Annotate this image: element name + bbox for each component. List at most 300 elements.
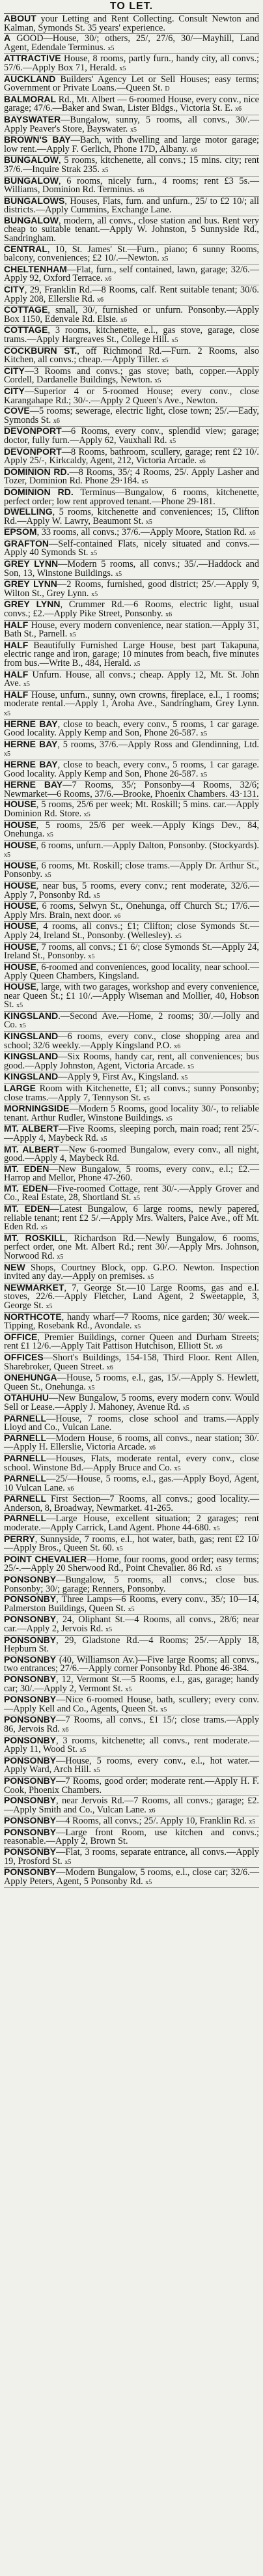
ad-tag: x5 xyxy=(40,1224,48,1232)
classified-ad xyxy=(4,347,259,367)
ad-tag: x5 xyxy=(145,518,152,526)
ad-body: —House, 7 rooms, close school and trams.—Apply Lloyd and Co., Vulcan Lane. xyxy=(4,1413,259,1433)
ad-lead: PONSONBY xyxy=(4,1714,57,1725)
classified-ad xyxy=(4,881,259,902)
ad-tag: x6 xyxy=(53,417,60,425)
classified-ad xyxy=(4,670,259,691)
classified-ad xyxy=(4,641,259,670)
ad-lead: CENTRAL xyxy=(4,243,48,254)
ad-tag: x6 xyxy=(114,912,121,920)
ad-body: —Nice 6-roomed House, bath, scullery; every conv.—Apply Kell and Co., Agents, Queen St. xyxy=(4,1695,259,1714)
classified-ad xyxy=(4,560,259,580)
classified-ad xyxy=(4,1353,259,1373)
classified-ad xyxy=(4,1234,259,1263)
ad-lead: PONSONBY xyxy=(4,1815,57,1826)
ad-body: —7 Rooms, good order; moderate rent.—Apply H. F. Cook, Phoenix Chambers. xyxy=(4,1775,259,1796)
ad-body: , Three Lamps—6 Rooms, every conv., 35/; 10—14, Palmerston Buildings, Queen St. xyxy=(4,1594,259,1614)
ad-lead: CITY xyxy=(4,385,25,396)
ad-body: —6 rooms, every conv., close shopping area and school; 32/6 weekly.—Apply Kingsland P.O. xyxy=(4,1031,259,1051)
ad-tag: x5 xyxy=(141,478,148,486)
classified-ad xyxy=(4,468,259,488)
ad-body: , modern, all convs., close station and bus. Rent very cheap to suitable tenant.—Apply W. Johnston, 5 Sunnyside Rd., Sandringham. xyxy=(4,215,259,244)
classified-ad xyxy=(4,1655,259,1675)
classified-ad xyxy=(4,1636,259,1655)
ad-body: your Letting and Rent Collecting. Consult Newton and Kalman, Symonds St. 35 years' experience. xyxy=(4,14,259,33)
classified-ad xyxy=(4,780,259,800)
ad-body: , 3 rooms, kitchenette; all convs., rent moderate.—Apply 11, Wood St. xyxy=(4,1735,259,1755)
classified-ad xyxy=(4,1165,259,1184)
classified-ad xyxy=(4,1868,259,1888)
classified-ad xyxy=(4,1414,259,1434)
ad-lead: PARNELL xyxy=(4,1412,47,1424)
ad-tag: x5 xyxy=(134,1323,141,1331)
ad-lead: MT. ALBERT xyxy=(4,1143,60,1154)
ad-lead: PERRY xyxy=(4,1533,35,1544)
ad-tag: x5 xyxy=(64,1858,72,1866)
ad-lead: CHELTENHAM xyxy=(4,263,67,274)
ad-lead: HOUSE xyxy=(4,819,36,830)
ad-lead: COTTAGE xyxy=(4,304,48,315)
ad-tag: x6 xyxy=(137,187,145,195)
classified-ad xyxy=(4,841,259,861)
classified-ad xyxy=(4,285,259,306)
ad-tag: x5 xyxy=(160,1706,167,1713)
ad-lead: HOUSE xyxy=(4,900,36,911)
ad-body: , 6 rooms, unfurn.—Apply Dalton, Ponsonby. (Stockyards). xyxy=(36,840,259,851)
ad-tag: x5 xyxy=(83,810,90,818)
classified-ad xyxy=(4,963,259,982)
classified-ad xyxy=(4,1032,259,1052)
ad-tag: x5 xyxy=(174,1465,181,1472)
ad-tag: x5 xyxy=(44,872,51,880)
ad-tag: x5 xyxy=(181,1074,188,1082)
ad-body: —8 Rooms, 35/; 4 Rooms, 25/. Apply Lasher and Tozer, Dominion Rd. Phone 29·184. xyxy=(4,466,259,487)
ad-tag: x5 xyxy=(105,1626,113,1633)
ad-tag: x6 xyxy=(62,1726,69,1734)
ad-lead: NEWMARKET xyxy=(4,1281,64,1293)
ad-body: Rd., Mt. Albert — 6-roomed House, every conv., nice garage; 47/6.—Baker and Swan, Lister Bldgs., Victoria St. E. xyxy=(4,94,259,114)
classified-ad xyxy=(4,216,259,245)
ad-lead: PARNELL xyxy=(4,1513,47,1524)
ad-lead: NEW xyxy=(4,1261,25,1272)
ad-tag: x5 xyxy=(79,1747,87,1754)
ad-body: Shops, Courtney Block, opp. G.P.O. Newton. Inspection invited any day.—Apply on premises. xyxy=(4,1262,259,1282)
ad-body: , 6 rooms, Selwyn St., Onehunga, off Church St.; 17/6.—Apply Mrs. Brain, next door. xyxy=(4,901,259,921)
ad-lead: NORTHCOTE xyxy=(4,1311,62,1322)
ad-body: —Apply 9, First Av., Kingsland. xyxy=(58,1072,179,1083)
ad-body: , close to beach, every conv., 5 rooms, 1 car garage. Good locality. Apply Kemp and Son, Phone 26-587. xyxy=(4,759,259,779)
ad-body: —Modern 5 rooms, all convs.; 35/.—Haddock and Son, 13, Winstone Buildings. xyxy=(4,559,259,579)
ad-tag: x6 xyxy=(174,1042,181,1050)
ad-tag: x6 xyxy=(249,530,256,537)
ad-tag: x5 xyxy=(249,1818,256,1826)
ad-tag: x5 xyxy=(91,590,98,598)
ad-body: , Sunnyside, 7 rooms, e.l., hot water, bath, gas; rent £2 10/—Apply Bros., Queen St. 60. xyxy=(4,1534,259,1554)
classified-ad xyxy=(4,1373,259,1394)
ad-body: , near Jervois Rd.—7 Rooms, all convs.; garage; £2.—Apply Smith and Co., Vulcan Lane. xyxy=(4,1796,259,1815)
classified-ad xyxy=(4,1124,259,1145)
ad-lead: HOUSE xyxy=(4,839,36,850)
ad-lead: MT. EDEN xyxy=(4,1163,49,1174)
ad-lead: MORNINGSIDE xyxy=(4,1103,70,1114)
ad-tag: x5 xyxy=(154,377,161,385)
ad-body: —Superior 4 or 5-roomed House; every conv., close Karangahape Rd.; 30/-.—Apply 2 Queen's Ave., Newton. xyxy=(4,386,259,406)
ad-lead: PONSONBY xyxy=(4,1694,57,1705)
ad-tag: x6 xyxy=(67,1485,74,1493)
ad-lead: EPSOM xyxy=(4,526,37,537)
ad-tag: x5 xyxy=(93,1767,100,1775)
classified-ad xyxy=(4,95,259,115)
classified-ad xyxy=(4,982,259,1012)
classified-ad xyxy=(4,1434,259,1454)
ad-body: —New Bungalow, 5 rooms, every modern conv. Would Sell or Lease.—Apply J. Mahoney, Avenue Rd. xyxy=(4,1393,259,1412)
ad-lead: PONSONBY xyxy=(4,1653,57,1665)
ad-lead: PONSONBY xyxy=(4,1574,57,1585)
ad-body: —3 Rooms and convs.; gas stove; bath, copper.—Apply Cordell, Dardanelle Buildings, Newton. xyxy=(4,365,259,386)
classified-ad xyxy=(4,306,259,326)
ad-tag: x5 xyxy=(88,953,95,961)
ad-body: —Large front Room, use kitchen and convs.; reasonable.—Apply 2, Brown St. xyxy=(4,1827,259,1847)
ad-body: —2 Rooms, furnished, good district; 25/.—Apply 9, Wilton St., Grey Lynn. xyxy=(4,579,260,599)
ad-lead: OFFICE xyxy=(4,1331,38,1342)
ad-body: —25/—House, 5 rooms, e.l., gas.—Apply Boyd, Agent, 10 Vulcan Lane. xyxy=(4,1474,259,1493)
ad-tag: x5 xyxy=(23,681,30,689)
ad-tag: x5 xyxy=(215,1566,222,1573)
ad-lead: HERNE BAY xyxy=(4,758,58,769)
ad-tag: x5 xyxy=(57,1253,64,1261)
ad-body: , 10, St. James' St.—Furn., piano; 6 sunny Rooms, balcony, conveniences; £2 10/.—Newton. xyxy=(4,244,259,264)
ad-body: —New 6-roomed Bungalow, every conv., all night, good.—Apply 4, Maybeck Rd. xyxy=(4,1144,259,1164)
ad-body: , Houses, Flats, furn. and unfurn., 25/ to £2 10/; all districts.—Apply Cummins, Exchange Lane. xyxy=(4,195,259,216)
classified-ad xyxy=(4,508,259,528)
ad-tag: x5 xyxy=(93,892,100,900)
ad-body: —6 Rooms, every conv., splendid view; garage; doctor, fully furn.—Apply 62, Vauxhall Rd. xyxy=(4,426,259,446)
ad-tag: x5 xyxy=(90,550,98,558)
ad-lead: PONSONBY xyxy=(4,1734,57,1745)
classified-ad xyxy=(4,1333,259,1353)
classified-ad xyxy=(4,1495,259,1514)
ad-tag: x5 xyxy=(147,1274,154,1281)
ad-lead: BUNGALOW xyxy=(4,175,59,186)
ad-tag: x6 xyxy=(199,458,206,466)
ad-body: , 5 rooms, kitchenette and conveniences; 15, Clifton Rd.—Apply W. Lawry, Beaumont St. xyxy=(4,507,259,526)
ad-body: , 5 rooms, 25/6 per week.—Apply Kings Dev., 84, Onehunga. xyxy=(4,820,259,840)
ad-body: —7 Rooms, 35/; Ponsonby—4 Rooms, 32/6; Newmarket—6 Rooms, 37/6.—Brooke, Phoenix Chambers. 43·131. xyxy=(4,780,260,799)
ad-tag: x5 xyxy=(115,570,122,578)
ad-body: Terminus—Bungalow, 6 rooms, kitchenette, perfect order; low rent approved tenant.—Phone 29-181. xyxy=(4,487,259,507)
ad-lead: PARNELL xyxy=(4,1452,47,1463)
ad-tag: x5 xyxy=(133,1195,140,1203)
ad-lead: HOUSE xyxy=(4,961,36,972)
ad-lead: BUNGALOW xyxy=(4,154,59,165)
ad-body: —House, 5 rooms, e.l., gas, 15/.—Apply S. Hewlett, Queen St., Onehunga. xyxy=(4,1373,259,1392)
ad-body: Builders' Agency Let or Sell Houses; easy terms; Government or Private Loans.—Queen St. xyxy=(4,74,259,94)
ad-lead: HALF xyxy=(4,668,29,680)
ad-lead: HALF xyxy=(4,689,29,700)
ad-lead: DEVONPORT xyxy=(4,446,62,457)
ad-lead: PONSONBY xyxy=(4,1795,57,1806)
ad-lead: HERNE BAY xyxy=(4,718,58,729)
ad-lead: OTAHUHU xyxy=(4,1392,49,1403)
ad-body: , small, 30/, furnished or unfurn. Ponsonby.—Apply Box 1150, Edenvale Rd. Elsie. xyxy=(4,305,259,324)
classified-ad xyxy=(4,1072,259,1084)
ad-body: .—Second Ave.—Home, 2 rooms; 30/.—Jolly and Co. xyxy=(4,1010,259,1031)
ad-lead: DOMINION RD. xyxy=(4,486,74,497)
ad-tag: x5 xyxy=(88,1384,95,1392)
classified-ad xyxy=(4,265,259,285)
ad-tag: x5 xyxy=(187,1063,195,1070)
ad-body: —Modern Bungalow, 5 rooms, e.l., close car; 32/6.—Apply Peters, Agent, 5 Ponsonby Rd. xyxy=(4,1867,259,1887)
ad-tag: x5 xyxy=(201,730,208,738)
ad-tag: x5 xyxy=(133,661,141,668)
classified-ad xyxy=(4,760,259,780)
ad-tag: x6 xyxy=(235,106,242,113)
classified-ad xyxy=(4,1555,259,1575)
classified-ad xyxy=(4,821,259,841)
ad-body: —Short's Buildings, 154-158, Third Floor. Rent Allen, Sharebroker, Queen Street. xyxy=(4,1352,259,1372)
ad-lead: CITY xyxy=(4,365,25,376)
classified-ad xyxy=(4,245,259,265)
ad-body: —New Bungalow, 5 rooms, every conv., e.l.; £2.—Harrop and Mellor, Phone 47-260. xyxy=(4,1164,260,1184)
classified-ad xyxy=(4,1313,259,1333)
ad-lead: MT. EDEN xyxy=(4,1182,48,1194)
classified-ad xyxy=(4,943,259,963)
ad-lead: PARNELL xyxy=(4,1473,47,1484)
ad-tag: x5 xyxy=(116,1545,123,1553)
ad-body: , 5 rooms, 25/6 per week; Mt. Roskill; 5 mins. car.—Apply Dominion Rd. Store. xyxy=(4,799,259,819)
section-heading: TO LET. xyxy=(4,0,259,14)
ad-lead: A xyxy=(4,33,11,44)
ad-tag: x5 xyxy=(125,1685,132,1693)
classified-ad xyxy=(4,75,259,95)
classified-ad xyxy=(4,1145,259,1165)
ad-lead: HERNE BAY xyxy=(4,779,63,790)
classified-ad xyxy=(4,115,259,136)
ad-lead: PARNELL xyxy=(4,1432,47,1443)
ad-lead: PONSONBY xyxy=(4,1614,57,1625)
classified-ad xyxy=(4,1084,259,1104)
ad-body: —Large House, excellent situation; 2 garages; rent moderate.—Apply Carrick, Land Agent. Phone 44-680. xyxy=(4,1513,259,1534)
ad-lead: BALMORAL xyxy=(4,93,57,104)
ad-body: , 29, Franklin Rd.—8 Rooms, calf. Rent suitable tenant; 30/6. Apply 208, Ellerslie Rd. xyxy=(4,285,259,304)
ad-lead: GREY LYNN xyxy=(4,599,61,610)
ad-lead: KINGSLAND xyxy=(4,1071,59,1082)
ad-lead: PONSONBY xyxy=(4,1775,57,1786)
ad-body: , 29, Gladstone Rd.—4 Rooms; 25/.—Apply 18, Hepburn St. xyxy=(4,1635,259,1655)
ad-lead: AUCKLAND xyxy=(4,73,56,84)
classified-ad xyxy=(4,1535,259,1555)
ad-lead: HOUSE xyxy=(4,880,36,891)
classified-ad xyxy=(4,1675,259,1695)
ad-body: , 7 rooms, all convs.; £1 6/; close Symonds St.—Apply 24, Ireland St., Ponsonby. xyxy=(4,941,259,962)
classified-ad xyxy=(4,1263,259,1283)
classified-ad xyxy=(4,1514,259,1534)
classified-ad xyxy=(4,1756,259,1777)
ad-body: , 6 rooms, Mt. Roskill; close trams.—Apply Dr. Arthur St., Ponsonby. xyxy=(4,860,259,880)
ad-tag: x5 xyxy=(161,357,169,365)
classified-ad xyxy=(4,14,259,34)
ad-lead: GREY LYNN xyxy=(4,558,59,569)
ad-body: House, every modern convenience, near station.—Apply 31, Bath St., Parnell. xyxy=(4,620,259,640)
ad-tag: x5 xyxy=(169,437,176,445)
classified-ad xyxy=(4,720,259,740)
ad-tag: x5 xyxy=(19,1022,26,1030)
ad-lead: OFFICES xyxy=(4,1351,44,1362)
ad-lead: BROWN'S BAY xyxy=(4,134,71,145)
classified-ad xyxy=(4,1595,259,1615)
ad-body: , Crummer Rd.—6 Rooms, electric light, usual convs.; £2.—Apply Pike Street, Ponsonby. xyxy=(4,599,260,620)
ad-body: , handy wharf—7 Rooms, nice garden; 30/ week.—Tipping, Rosebank Rd., Avondale. xyxy=(4,1311,259,1332)
ad-body: —Modern 5 Rooms, good locality 30/-, to reliable tenant. Arthur Rudler, Winstone Buildings. xyxy=(4,1104,259,1123)
ad-body: —Flat, 3 rooms, separate entrance, all convs.—Apply 19, Prosford St. xyxy=(4,1847,259,1867)
ad-lead: ABOUT xyxy=(4,13,36,23)
ad-lead: BUNGALOW xyxy=(4,214,59,225)
ad-lead: PONSONBY xyxy=(4,1826,57,1837)
ad-body: , Premier Buildings, corner Queen and Durham Streets; rent £1 12/6.—Apply Tait Pattison Hutchison, Elliott St. xyxy=(4,1332,259,1352)
classified-ad xyxy=(4,922,259,942)
ad-tag: x5 xyxy=(4,852,10,859)
ad-body: , close to beach, every conv., 5 rooms, 1 car garage. Good locality. Apply Kemp and Son, Phone 26-587. xyxy=(4,719,259,739)
ad-lead: ATTRACTIVE xyxy=(4,53,61,64)
ad-body: , 5 rooms, 37/6.—Apply Ross and Glendinning, Ltd. xyxy=(57,739,260,750)
ad-lead: MT. EDEN xyxy=(4,1203,50,1214)
ad-body: —Six Rooms, handy car, rent, all conveniences; bus good.—Apply Johnston, Agent, Victoria Arcade. xyxy=(4,1052,259,1071)
ad-body: —Bach, with dwelling and large motor garage; low rent.—Apply F. Gerlich, Phone 17D, Albany. xyxy=(4,135,259,154)
ad-lead: CITY xyxy=(4,284,25,295)
ad-body: —Five-roomed Cottage, rent 30/-.—Apply Grover and Co., Real Estate, 28, Shortland St. xyxy=(4,1183,259,1203)
ad-lead: HOUSE xyxy=(4,921,36,932)
ad-body: —5 rooms; sewerage, electric light, close town; 25/.—Eady, Symonds St. xyxy=(4,406,259,425)
classified-ad xyxy=(4,427,259,447)
ad-body: —Bungalow, sunny, 5 rooms, all convs., 30/.—Apply Peaver's Store, Bayswater. xyxy=(4,114,259,134)
ad-tag: x6 xyxy=(120,316,127,324)
classified-ad xyxy=(4,861,259,881)
ad-body: , large, with two garages, workshop and every convenience, near Queen St.; £1 10/.—Apply Wiseman and Mollier, 40, Hobson St. xyxy=(4,982,259,1010)
ad-body: —8 Rooms, bathroom, scullery, garage; rent £2 10/. Apply 25/-, Kirkcaldy, Agent, 212, Victoria Arcade. xyxy=(4,446,259,466)
ad-lead: HOUSE xyxy=(4,799,36,810)
ad-tag: x5 xyxy=(119,64,126,72)
ad-lead: MT. ALBERT xyxy=(4,1123,59,1134)
ad-tag: x5 xyxy=(182,1404,189,1412)
classified-ad xyxy=(4,1283,259,1313)
ad-body: First Section—7 Rooms, all convs.; good locality.—Anderson, 8, Broadway, Newmarket. 41-265. xyxy=(4,1494,259,1513)
ad-body: —Five Rooms, sleeping porch, main road; rent 25/-.—Apply 4, Maybeck Rd. xyxy=(4,1124,259,1143)
classified-ad xyxy=(4,1184,259,1205)
classified-ad xyxy=(4,367,259,387)
classified-ad xyxy=(4,1615,259,1635)
ad-tag: x5 xyxy=(4,751,10,758)
classified-ad xyxy=(4,902,259,922)
classified-ad xyxy=(4,1777,259,1796)
ad-body: , 5 rooms, kitchenette, all convs.; 15 mins. city; rent 37/6.—Inquire Strak 235. xyxy=(4,155,259,175)
ad-tag: x5 xyxy=(201,771,208,779)
ad-lead: KINGSLAND xyxy=(4,1010,59,1021)
ad-body: —Modern House, 6 rooms, all convs., near station; 30/.—Apply H. Ellerslie, Victoria Arcade. xyxy=(4,1433,259,1453)
ad-lead: PONSONBY xyxy=(4,1846,57,1857)
ad-body: —Home, four rooms, good order; easy terms; 25/-.—Apply 20 Sherwood Rd., Point Chevalier. 86 Rd. xyxy=(4,1554,260,1574)
ad-tag: x5 xyxy=(46,831,53,839)
ad-tag: x5 xyxy=(161,255,169,263)
ad-lead: POINT CHEVALIER xyxy=(4,1553,87,1564)
ad-list xyxy=(4,14,259,1888)
ad-lead: HERNE BAY xyxy=(4,738,58,749)
ad-lead: DEVONPORT xyxy=(4,425,62,436)
classified-ad xyxy=(4,800,259,820)
ad-body: GOOD—House, 30/; others, 25/, 27/6, 30/—Mayhill, Land Agent, Edendale Terminus. xyxy=(4,33,259,53)
classified-ad xyxy=(4,740,259,760)
ad-body: —Flat, furn., self contained, lawn, garage; 32/6.—Apply 92, Oxford Terrace. xyxy=(4,264,259,284)
classified-ad xyxy=(4,407,259,427)
ad-body: —7 Rooms, all convs., £1 15/; close trams.—Apply 86, Jervois Rd. xyxy=(4,1715,259,1734)
ad-body: , 12, Vermont St.—5 Rooms, e.l., gas, garage; handy car; 30/.—Apply 2, Vermont St. xyxy=(4,1674,259,1694)
ad-body: (40, Williamson Av.)—Five large Rooms; all convs., two entrances; 27/6.—Apply corner Ponsonby Rd. Phone 46-384. xyxy=(4,1654,259,1674)
classified-ad xyxy=(4,1796,259,1816)
classified-ad xyxy=(4,156,259,176)
ad-lead: DOMINION RD. xyxy=(4,466,70,477)
classified-ad xyxy=(4,136,259,156)
ad-body: —House, 5 rooms, every conv., e.l., hot water.—Apply Ward, Arch Hill. xyxy=(4,1755,259,1775)
classified-ad xyxy=(4,54,259,74)
ad-tag: x5 xyxy=(128,1605,135,1613)
ad-lead: HOUSE xyxy=(4,981,36,992)
ad-tag: x6 xyxy=(106,1364,113,1371)
classified-ad xyxy=(4,387,259,407)
classified-ad xyxy=(4,1012,259,1032)
ad-body: Room with Kitchenette, £1; all convs.; sunny Ponsonby; close trams.—Apply 7, Tennyson St. xyxy=(4,1083,259,1103)
ad-lead: COCKBURN ST. xyxy=(4,345,77,356)
ad-tag: x5 xyxy=(165,1115,173,1123)
ad-tag: x6 xyxy=(148,1807,156,1814)
ad-body: , 4 rooms, all convs.; £1; Clifton; close Symonds St.—Apply 24, Ireland St., Ponsonby. (Wellesley). xyxy=(4,921,259,941)
ad-tag: x5 xyxy=(174,933,182,941)
ad-lead: KINGSLAND xyxy=(4,1051,59,1062)
classified-ad xyxy=(4,1104,259,1124)
ad-tag: x6 xyxy=(165,611,173,619)
ad-lead: HALF xyxy=(4,639,29,650)
ad-tag: x5 xyxy=(171,337,178,344)
ad-body: Unfurn. House, all convs.; cheap. Apply 12, Mt. St. John Ave. xyxy=(4,669,259,689)
ad-tag: x6 xyxy=(96,296,104,304)
ad-body: , near bus, 5 rooms, every conv.; rent moderate, 32/6.—Apply 7, Ponsonby Rd. xyxy=(4,881,259,900)
classified-ad xyxy=(4,1052,259,1072)
ad-lead: PONSONBY xyxy=(4,1634,57,1645)
ad-lead: GRAFTON xyxy=(4,537,49,549)
ad-lead: ONEHUNGA xyxy=(4,1372,57,1383)
ad-tag: x6 xyxy=(148,1444,156,1452)
ad-body: —Houses, Flats, moderate rental, every conv., close school. Winstone Bd.—Apply Bruce and Co. xyxy=(4,1453,259,1473)
classified-ad xyxy=(4,1474,259,1495)
ad-tag: x5 xyxy=(130,126,137,134)
ad-lead: MT. ROSKILL xyxy=(4,1232,66,1243)
ad-lead: PONSONBY xyxy=(4,1673,57,1684)
classified-ad xyxy=(4,197,259,216)
classified-ad xyxy=(4,34,259,54)
ad-tag: x6 xyxy=(191,146,198,154)
ad-tag: x5 xyxy=(143,1095,150,1102)
ad-tag: x6 xyxy=(105,276,112,283)
ad-tag: x6 xyxy=(215,1343,223,1351)
ad-lead: HOUSE xyxy=(4,859,36,870)
ad-tag: D xyxy=(165,85,170,93)
ad-lead: HOUSE xyxy=(4,941,36,952)
ad-body: , 24, Oliphant St.—4 Rooms, all convs., 28/6; near car.—Apply 2, Jervois Rd. xyxy=(4,1614,259,1634)
ad-tag: x5 xyxy=(69,631,76,639)
ad-body: —4 Rooms, all convs.; 25/. Apply 10, Franklin Rd. xyxy=(56,1816,247,1827)
classified-ad xyxy=(4,580,259,600)
classified-ad xyxy=(4,1454,259,1474)
ad-lead: GREY LYNN xyxy=(4,579,57,590)
ad-tag: x5 xyxy=(46,1303,53,1310)
